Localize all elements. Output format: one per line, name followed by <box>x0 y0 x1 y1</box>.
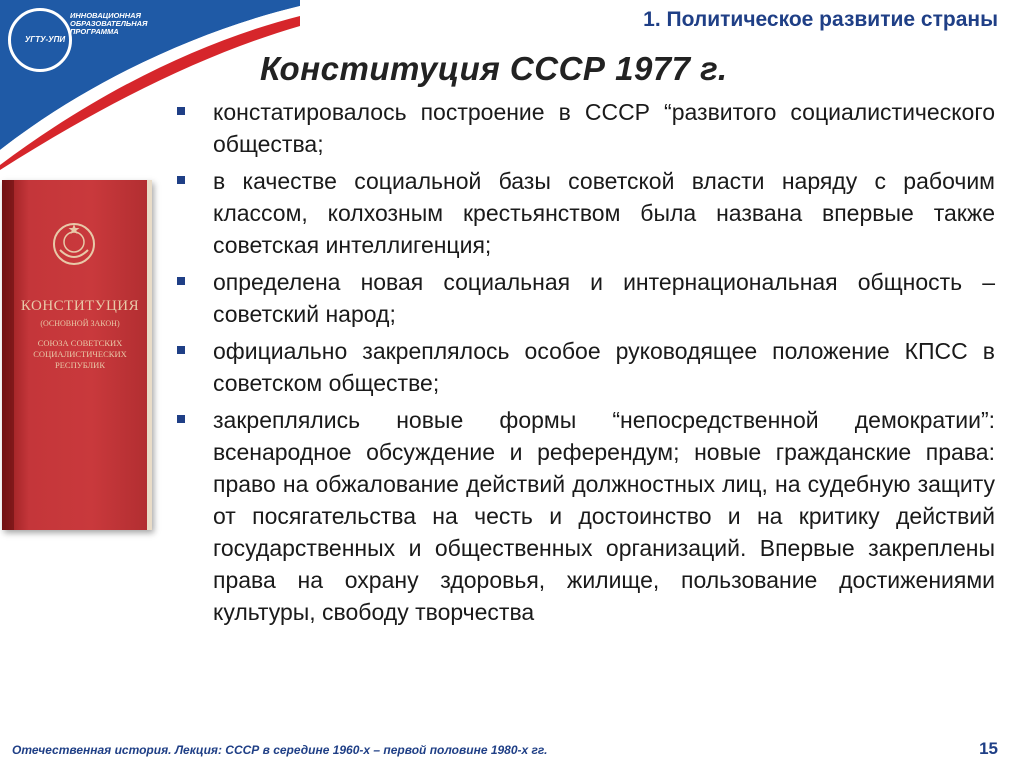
bullet-square-icon <box>177 346 185 354</box>
book-subtitle: (ОСНОВНОЙ ЗАКОН) <box>40 319 120 328</box>
list-item <box>175 335 995 399</box>
bullet-square-icon <box>177 277 185 285</box>
program-title: ИННОВАЦИОННАЯ ОБРАЗОВАТЕЛЬНАЯ ПРОГРАММА <box>70 11 148 36</box>
bullet-list <box>175 96 995 633</box>
bullet-square-icon <box>177 107 185 115</box>
bullet-text: закреплялись новые формы “непосредственной демократии”: всенародное обсуждение и референдум; новые гражданские права: право на обжалование действий должностных лиц, на судебную защиту от посягательства на честь и достоинство и на критику действий государственных и общественных организаций. Впервые закреплены права на охрану здоровья, жилище, пользование достижениями культуры, свободу творчества <box>213 407 995 625</box>
section-title: 1. Политическое развитие страны <box>643 8 998 31</box>
book-cover-text <box>18 298 142 371</box>
list-item <box>175 165 995 261</box>
footer-lecture-title: Отечественная история. Лекция: СССР в середине 1960-х – первой половине 1980-х гг. <box>12 743 548 757</box>
page-number: 15 <box>979 739 998 758</box>
bullet-text: констатировалось построение в СССР “развитого социалистического общества; <box>213 99 995 157</box>
constitution-book-image <box>2 180 152 530</box>
ussr-emblem-icon <box>50 220 98 268</box>
university-logo <box>8 8 72 72</box>
book-spine <box>2 180 14 530</box>
book-page-edge <box>147 180 152 530</box>
list-item <box>175 96 995 160</box>
bullet-text: определена новая социальная и интернациональная общность – советский народ; <box>213 269 995 327</box>
book-title: КОНСТИТУЦИЯ <box>20 298 140 314</box>
bullet-text: в качестве социальной базы советской власти наряду с рабочим классом, колхозным крестьянством была названа впервые также советская интеллигенция; <box>213 168 995 258</box>
slide-title: Конституция СССР 1977 г. <box>260 50 728 87</box>
book-union-name: СОЮЗА СОВЕТСКИХ СОЦИАЛИСТИЧЕСКИХ РЕСПУБЛИК <box>33 338 127 370</box>
bullet-square-icon <box>177 415 185 423</box>
bullet-square-icon <box>177 176 185 184</box>
list-item <box>175 266 995 330</box>
bullet-text: официально закреплялось особое руководящее положение КПСС в советском обществе; <box>213 338 995 396</box>
logo-text: УГТУ-УПИ <box>24 35 66 44</box>
list-item <box>175 404 995 628</box>
